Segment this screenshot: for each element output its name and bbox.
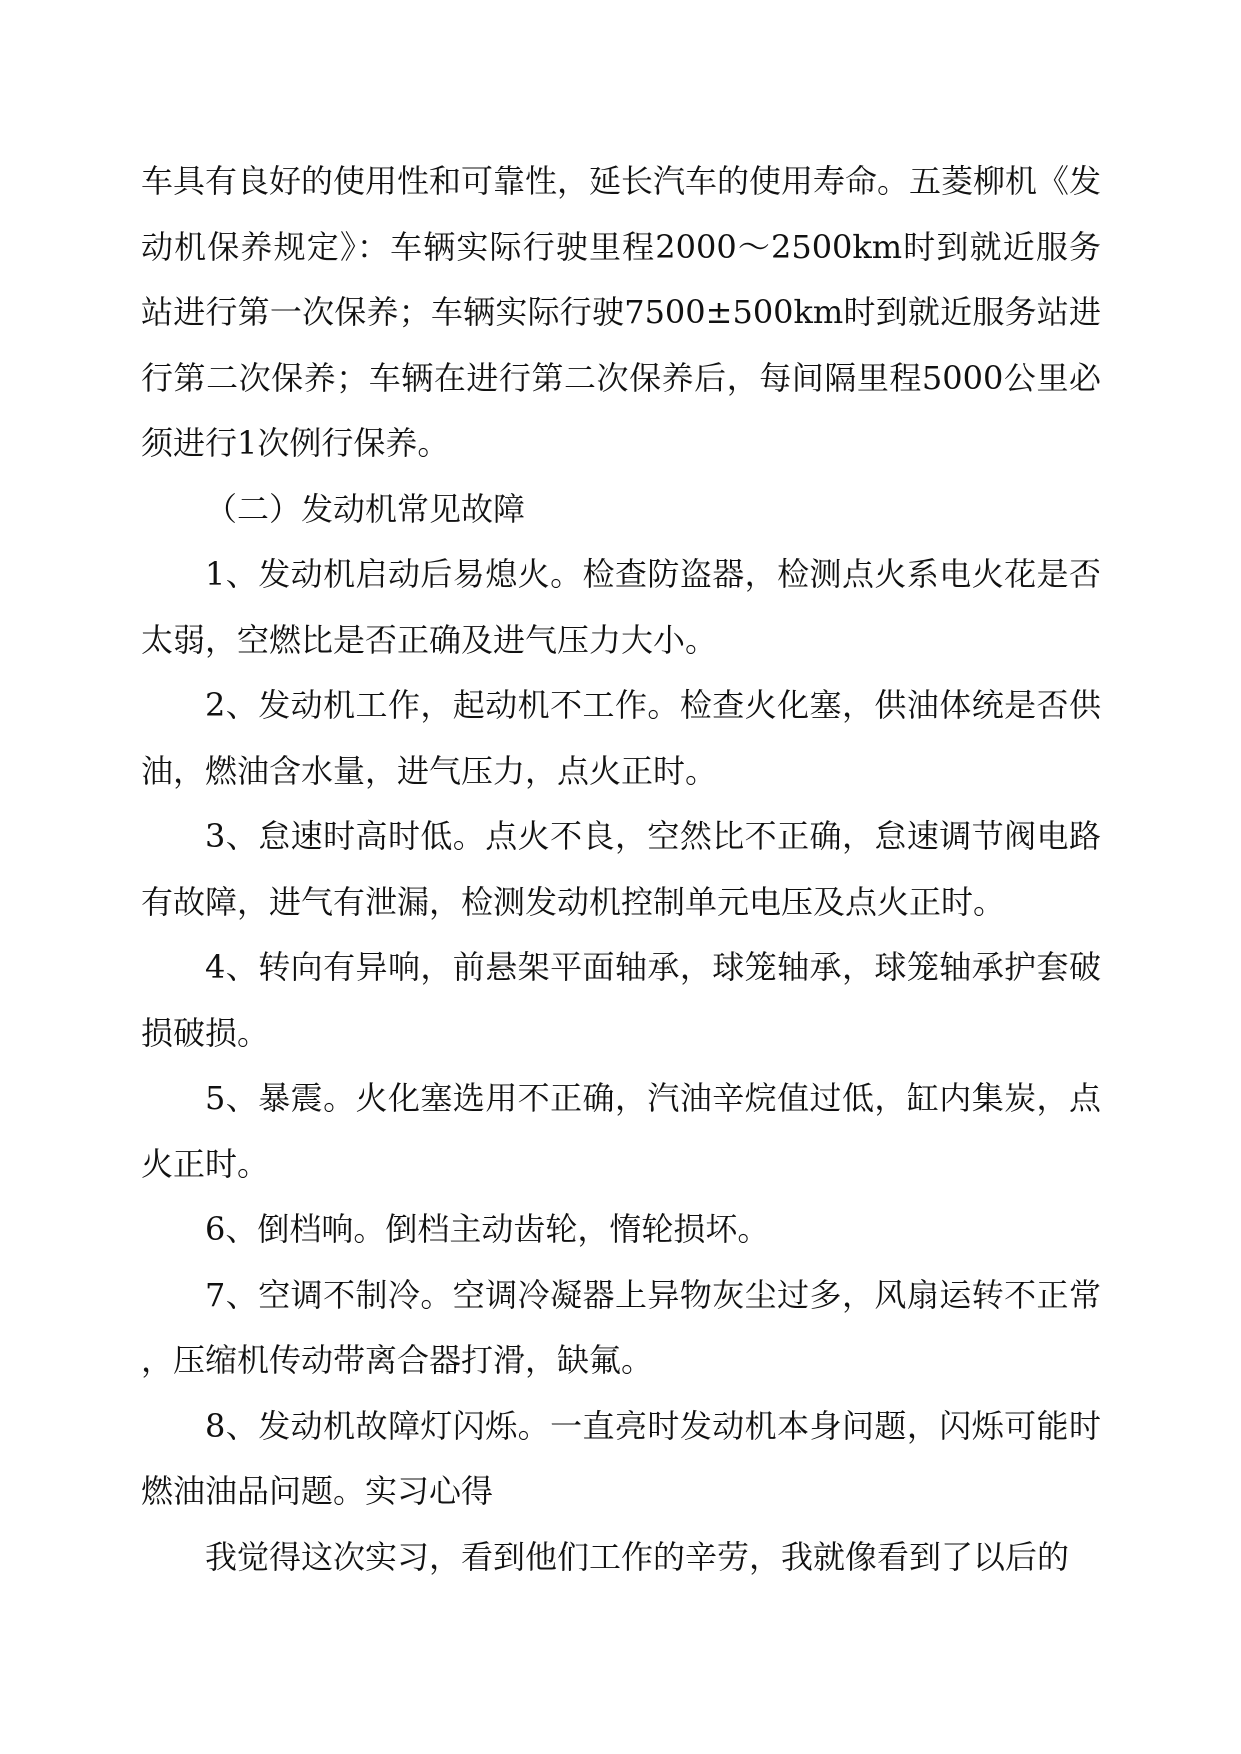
list-item-fault-2: 2、发动机工作，起动机不工作。检查火化塞，供油体统是否供油，燃油含水量，进气压力，点火正时。	[141, 686, 1101, 790]
paragraph-internship-reflection: 我觉得这次实习，看到他们工作的辛劳，我就像看到了以后的	[205, 1537, 1070, 1576]
list-item-fault-5: 5、暴震。火化塞选用不正确，汽油辛烷值过低，缸内集炭，点火正时。	[141, 1079, 1101, 1183]
list-item-fault-1: 1、发动机启动后易熄火。检查防盗器，检测点火系电火花是否太弱，空燃比是否正确及进气压力大小。	[141, 555, 1101, 659]
paragraph-maintenance-schedule: 车具有良好的使用性和可靠性，延长汽车的使用寿命。五菱柳机《发动机保养规定》：车辆实际行驶里程2000～2500km时到就近服务站进行第一次保养；车辆实际行驶7500±500km时到就近服务站进行第二次保养；车辆在进行第二次保养后，每间隔里程5000公里必须进行1次例行保养。	[141, 162, 1102, 462]
list-item-fault-3: 3、怠速时高时低。点火不良，空然比不正确，怠速调节阀电路有故障，进气有泄漏，检测发动机控制单元电压及点火正时。	[141, 817, 1101, 921]
list-item-fault-6: 6、倒档响。倒档主动齿轮，惰轮损坏。	[205, 1210, 770, 1248]
section-heading-engine-faults: （二）发动机常见故障	[205, 489, 526, 528]
list-item-fault-8: 8、发动机故障灯闪烁。一直亮时发动机本身问题，闪烁可能时燃油油品问题。实习心得	[141, 1406, 1101, 1510]
list-item-fault-4: 4、转向有异响，前悬架平面轴承，球笼轴承，球笼轴承护套破损破损。	[141, 948, 1101, 1052]
document-page	[141, 149, 1101, 1590]
list-item-fault-7: 7、空调不制冷。空调冷凝器上异物灰尘过多，风扇运转不正常，压缩机传动带离合器打滑，缺氟。	[141, 1275, 1101, 1379]
